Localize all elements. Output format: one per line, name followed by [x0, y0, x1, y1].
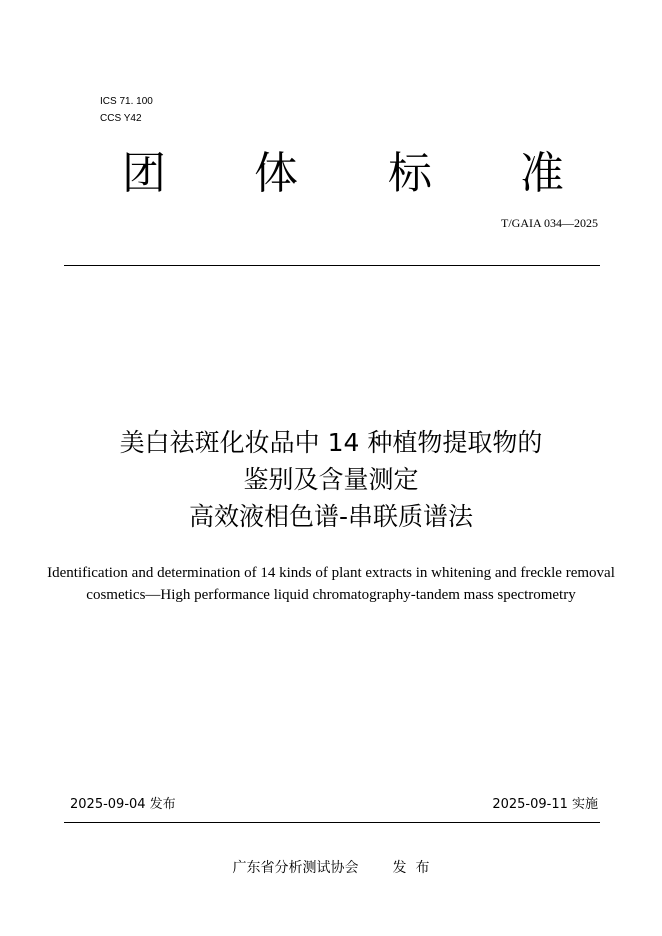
standard-type-char: 体	[254, 148, 298, 199]
standard-type-char: 标	[388, 148, 432, 199]
implementation-date: 2025-09-11 实施	[492, 797, 598, 812]
ics-code: ICS 71. 100	[100, 96, 153, 107]
publish-action: 发 布	[392, 860, 430, 876]
footer-divider	[64, 822, 600, 823]
publisher-name: 广东省分析测试协会	[232, 860, 359, 876]
chinese-title-line: 高效液相色谱-串联质谱法	[188, 502, 474, 531]
ccs-code: CCS Y42	[100, 113, 142, 124]
publish-date: 2025-09-04 发布	[70, 797, 176, 812]
publisher-line	[0, 858, 662, 878]
english-title: Identification and determination of 14 kinds of plant extracts in whitening and freckle removal cosmetics—High performance liquid chromatography-tandem mass spectrometry	[47, 565, 615, 603]
standard-type-char: 团	[122, 148, 166, 199]
chinese-title-line: 美白祛斑化妆品中 14 种植物提取物的	[119, 428, 543, 457]
standard-type-char: 准	[520, 148, 564, 199]
header-divider	[64, 265, 600, 266]
standard-number: T/GAIA 034—2025	[501, 216, 598, 230]
chinese-title-line: 鉴别及含量测定	[243, 465, 419, 494]
chinese-title	[0, 424, 662, 535]
